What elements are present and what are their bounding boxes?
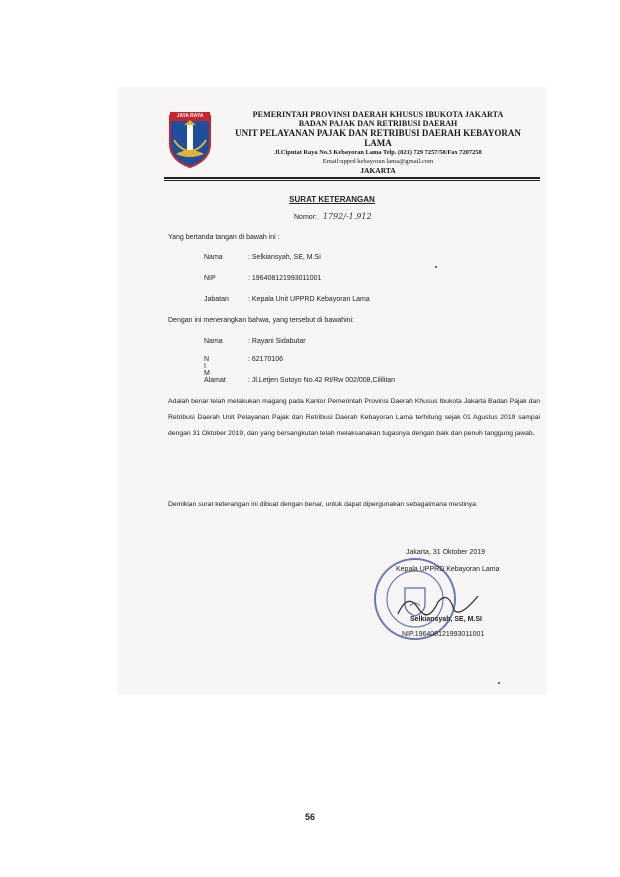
letterhead-address: Jl.Ciputat Raya No.3 Kebayoran Lama Telp. (021) 729 7257/58/Fax 7207258: [274, 149, 482, 156]
header-divider: [164, 177, 540, 179]
number-label: Nomor:: [294, 214, 317, 221]
field-label: Jabatan: [204, 296, 229, 303]
field-label: Nama: [204, 254, 223, 261]
signer-name: Selkiansyah, SE, M.SI: [410, 616, 482, 623]
logo-caption: JAYA RAYA: [176, 113, 204, 119]
signer-position: Kepala UPPRD Kebayoran Lama: [396, 566, 500, 573]
document-number: [294, 212, 372, 221]
number-value: 1792/-1.912: [322, 212, 372, 221]
field-label: Alamat: [204, 377, 226, 384]
place-date: Jakarta, 31 Oktober 2019: [406, 549, 485, 556]
field-value: : Kepala Unit UPPRD Kebayoran Lama: [248, 296, 370, 303]
letterhead-line-3: UNIT PELAYANAN PAJAK DAN RETRIBUSI DAERAH KEBAYORAN LAMA: [235, 128, 521, 148]
letterhead-line-2: BADAN PAJAK DAN RETRIBUSI DAERAH: [298, 119, 458, 128]
closing-paragraph: Demikian surat keterangan ini dibuat dengan benar, untuk dapat dipergunakan sebagaimana mestinya.: [168, 501, 478, 508]
header-divider-thin: [164, 180, 540, 181]
field-value: : 196408121993011001: [248, 275, 322, 282]
signer-nip: NIP.196408121993011001: [402, 631, 485, 638]
statement-text: Dengan ini menerangkan bahwa, yang tersebut di bawahini:: [168, 317, 355, 324]
field-value: : Jl.Letjen Sutoyo No.42 Rt/Rw 002/008,Cililitan: [248, 377, 396, 384]
field-label: Nama: [204, 338, 223, 345]
intro-text: Yang bertanda tangan di bawah ini :: [168, 234, 280, 241]
letterhead-line-1: PEMERINTAH PROVINSI DAERAH KHUSUS IBUKOTA JAKARTA: [252, 110, 504, 119]
scan-speck: [435, 266, 437, 268]
body-paragraph: Adalah benar telah melakukan magang pada Kantor Pemerintah Provinsi Daerah Khusus Ibukota Jakarta Badan Pajak dan Retribusi Daerah Unit Pelayanan Pajak dan Retribusi Daerah Kebayoran Lama terhitung sejak 01 Agustus 2019 sampai dengan 31 Oktober 2019, dan yang bersangkutan telah melaksanakan tugasnya dengan baik dan penuh tanggung jawab.: [168, 398, 540, 437]
field-value: : Rayani Sidabutar: [248, 338, 306, 345]
document-title: SURAT KETERANGAN: [289, 195, 375, 204]
field-label: NIP: [204, 275, 216, 282]
scan-speck: [498, 682, 500, 684]
field-value: : 62170106: [248, 356, 284, 363]
letterhead: [222, 110, 534, 175]
field-label: N I M: [204, 356, 210, 377]
scanned-letter: [118, 88, 546, 694]
letterhead-email: Email:upprd kebayoran lama@gmail.com: [322, 158, 434, 165]
page-number: 56: [304, 812, 315, 822]
letterhead-city: JAKARTA: [360, 166, 396, 175]
field-value: : Selkiansyah, SE, M.Si: [248, 254, 321, 261]
